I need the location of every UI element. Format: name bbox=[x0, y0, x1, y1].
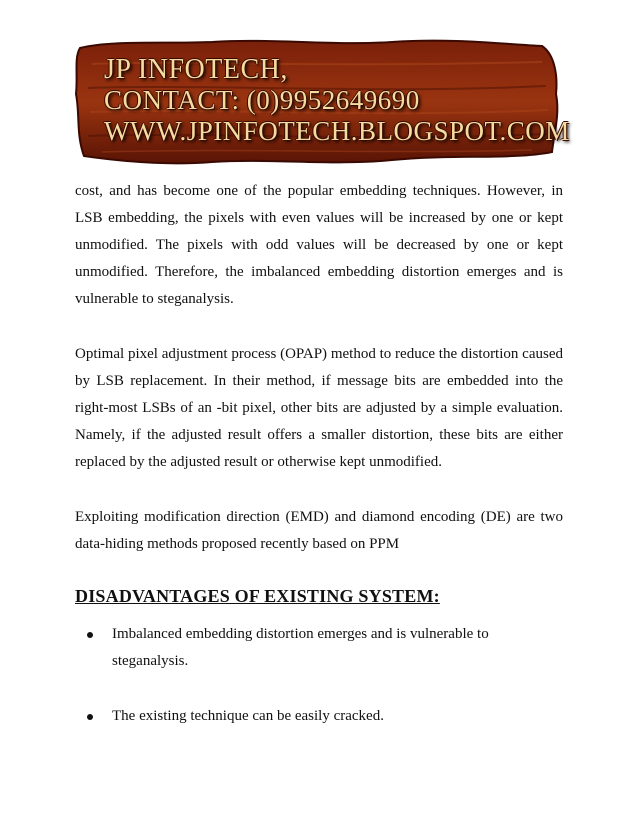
list-item bbox=[75, 703, 563, 730]
bullet-icon bbox=[87, 632, 93, 638]
section-heading-disadvantages: DISADVANTAGES OF EXISTING SYSTEM: bbox=[75, 586, 440, 606]
banner-company-name: JP INFOTECH, bbox=[104, 54, 288, 85]
document-body bbox=[75, 178, 563, 758]
banner-website: WWW.JPINFOTECH.BLOGSPOT.COM bbox=[104, 116, 570, 146]
header-banner bbox=[72, 34, 570, 170]
banner-contact: CONTACT: (0)9952649690 bbox=[104, 85, 420, 115]
list-item bbox=[75, 621, 563, 675]
disadvantages-list bbox=[75, 621, 563, 730]
banner-text bbox=[104, 54, 570, 147]
list-item-text: The existing technique can be easily cracked. bbox=[112, 708, 384, 724]
bullet-icon bbox=[87, 714, 93, 720]
paragraph-emd-de: Exploiting modification direction (EMD) and diamond encoding (DE) are two data-hiding methods proposed recently based on PPM bbox=[75, 509, 563, 552]
paragraph-opap-method: Optimal pixel adjustment process (OPAP) method to reduce the distortion caused by LSB replacement. In their method, if message bits are embedded into the right-most LSBs of an -bit pixel, other bits are adjusted by a simple evaluation. Namely, if the adjusted result offers a smaller distortion, these bits are either replaced by the adjusted result or otherwise kept unmodified. bbox=[75, 346, 563, 470]
list-item-text: Imbalanced embedding distortion emerges and is vulnerable to steganalysis. bbox=[112, 626, 489, 669]
paragraph-lsb-embedding: cost, and has become one of the popular embedding techniques. However, in LSB embedding, the pixels with even values will be increased by one or kept unmodified. The pixels with odd values will be decreased by one or kept unmodified. Therefore, the imbalanced embedding distortion emerges and is vulnerable to steganalysis. bbox=[75, 183, 563, 307]
